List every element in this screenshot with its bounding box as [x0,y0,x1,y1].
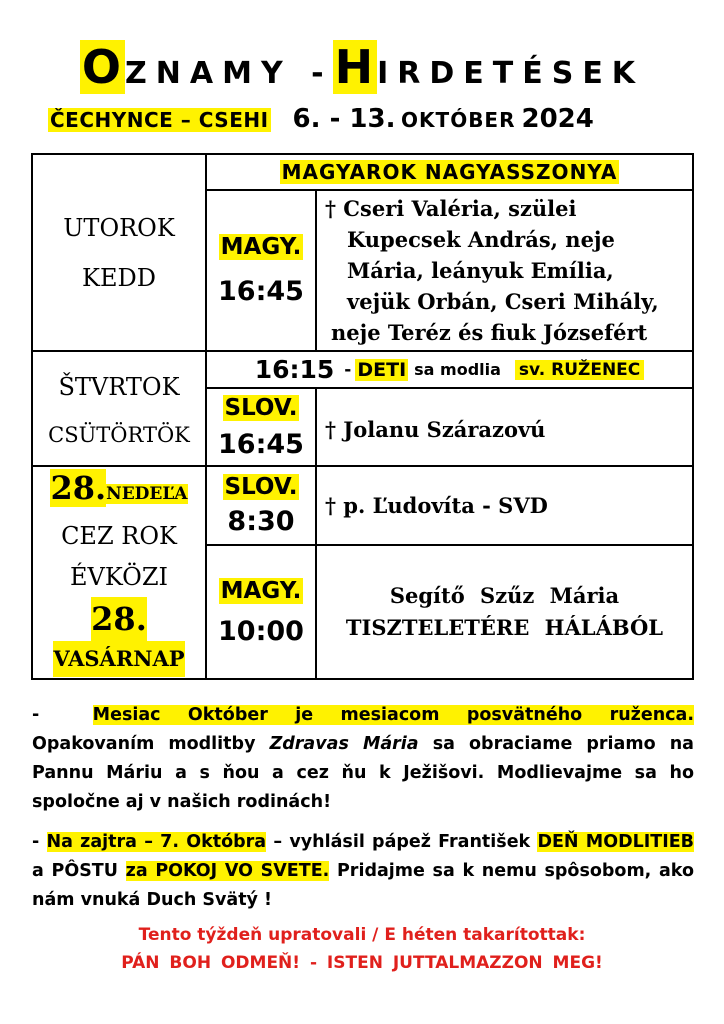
intention-line: † Cseri Valéria, szülei [325,196,577,221]
sunday-line-5: VASÁRNAP [53,641,184,677]
feast-header [207,155,692,189]
sunday-mass1-intention [317,467,692,544]
sunday-mass2-intention [317,546,692,678]
rosary-time: 16:15 [254,355,335,384]
table-border-bottom [31,678,694,680]
intention-line: Segítő Szűz Mária [389,583,620,608]
rosary-dash: - [344,359,352,380]
mass-time: 8:30 [227,506,295,537]
feast-title: MAGYAROK NAGYASSZONYA [281,160,618,184]
notice-prayer-day [32,828,694,915]
intention-line: TISZTELETÉRE HÁLÁBÓL [345,615,664,640]
tuesday-mass-time [207,191,315,350]
notice-italic: Zdravas Mária [269,734,419,754]
sunday-day-sk: NEDEĽA [106,484,188,504]
notice-text: a PÔSTU [32,861,118,881]
notice-text: – vyhlásil pápež František [273,832,531,852]
mass-time: 16:45 [218,428,304,460]
title-initial-h: H [334,40,376,94]
tuesday-intention [317,191,692,350]
sunday-day [33,467,205,678]
sunday-number: 28. [50,469,107,507]
intention-line: neje Teréz és fiuk Józsefért [331,320,648,345]
mass-language: MAGY. [220,234,302,260]
mass-time: 10:00 [218,615,304,647]
sunday-line-3: ÉVKÖZI [70,563,168,591]
mass-time: 16:45 [218,276,304,307]
notice-highlight: Mesiac Október je mesiacom posvätného ruženca. [92,705,695,725]
rosary-text: sa modlia [414,360,501,379]
table-border-right [692,153,694,680]
intention-line: † p. Ľudovíta - SVD [325,493,548,518]
thursday-mass-time [207,389,315,465]
parish-name: ČECHYNCE – CSEHI [50,108,269,132]
day-sk: UTOROK [63,213,175,242]
footer-thanks: PÁN BOH ODMEŇ! - ISTEN JUTTALMAZZON MEG! [121,953,603,973]
title-part-2: IRDETÉSEK [377,56,645,91]
page-title [0,40,724,94]
tuesday-day [33,155,205,350]
sunday-mass2-time [207,546,315,678]
day-sk: ŠTVRTOK [58,372,180,401]
notice-dash: - [32,705,40,725]
thursday-intention [317,389,692,465]
notice-highlight: Na zajtra – 7. Októbra [46,832,267,852]
rosary-name: sv. RUŽENEC [515,360,644,380]
footer-cleaning-note: Tento týždeň upratovali / E héten takarítottak: [138,925,586,945]
intention-line: vejük Orbán, Cseri Mihály, [347,289,659,314]
rosary-kids: DETI [357,358,407,381]
mass-language: SLOV. [224,474,298,500]
intention-line: Kupecsek András, neje [347,227,615,252]
date-range: 6. - 13. [292,104,396,134]
notice-highlight: za POKOJ VO SVETE. [125,861,330,881]
title-initial-o: O [81,40,124,94]
notice-dash: - [32,832,40,852]
notice-highlight: DEŇ MODLITIEB [537,832,695,852]
notice-text: sa obraciame priamo na Pannu Máriu a s ňou a cez ňu k Ježišovi. Modlievajme sa ho spoločne aj v našich rodinách! [32,734,694,812]
notice-text: Opakovaním modlitby [32,734,256,754]
rosary-row [207,352,692,387]
sunday-mass1-time [207,467,315,544]
sunday-line-1 [50,468,187,515]
notice-text: Pridajme sa k nemu spôsobom, ako nám vnuká Duch Svätý ! [32,861,695,910]
sunday-line-4: 28. [91,597,147,641]
thursday-day [33,352,205,465]
mass-language: SLOV. [224,394,298,421]
intention-line: Mária, leányuk Emília, [347,258,614,283]
day-hu: KEDD [82,263,156,292]
title-part-1: ZNAMY - [125,56,333,91]
year: 2024 [521,104,594,134]
mass-language: MAGY. [220,577,302,604]
sunday-line-2: CEZ ROK [61,522,177,550]
subtitle [48,104,688,134]
month: OKTÓBER [401,108,516,132]
notice-rosary-month [32,701,694,817]
intention-line: † Jolanu Szárazovú [325,417,546,442]
day-hu: CSÜTÖRTÖK [48,422,190,447]
